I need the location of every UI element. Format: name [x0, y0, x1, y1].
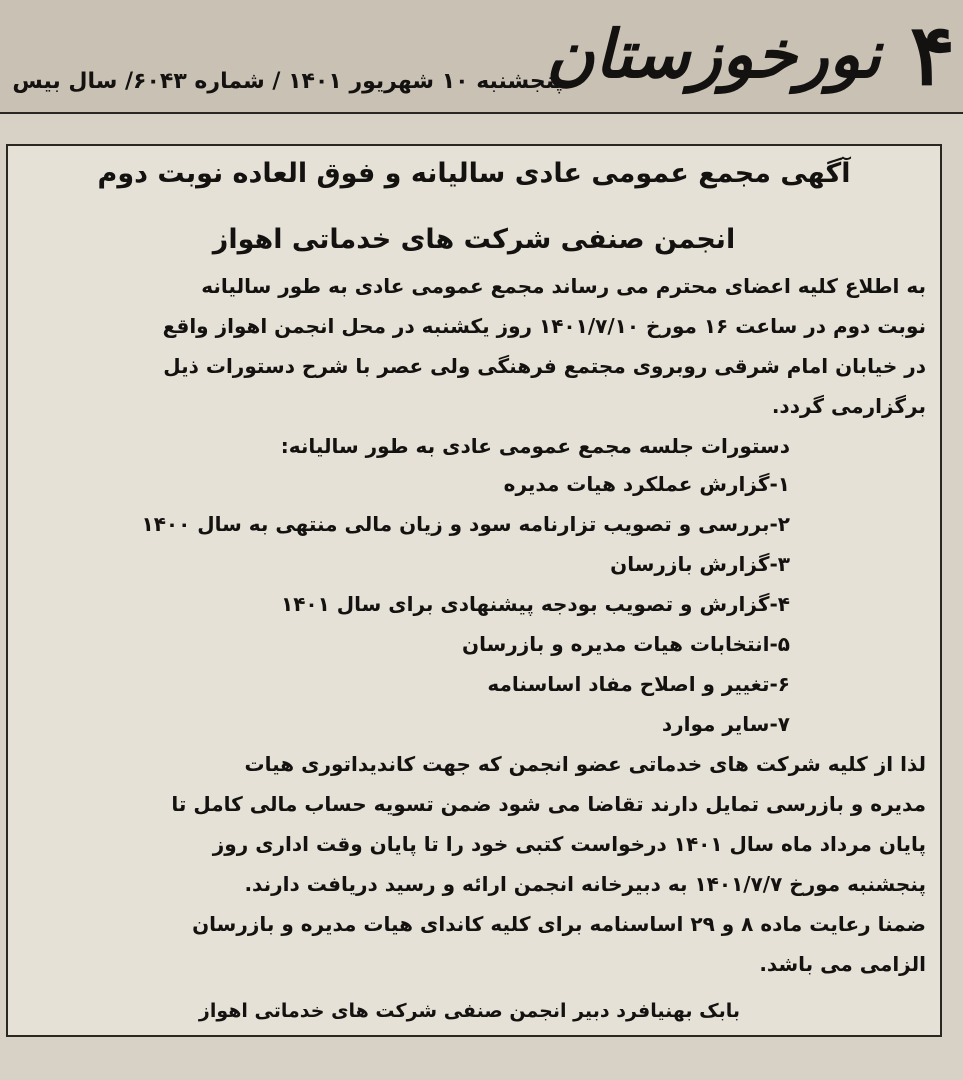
- agenda-item: ۷-سایر موارد: [661, 712, 790, 736]
- page-number: ۴: [909, 5, 955, 104]
- newspaper-masthead: [0, 0, 963, 114]
- signature-line: بابک بهنیافرد دبیر انجمن صنفی شرکت های خدماتی اهواز: [198, 1000, 740, 1022]
- closing-line: مدیره و بازرسی تمایل دارند تقاضا می شود ضمن تسویه حساب مالی کامل تا: [171, 792, 926, 816]
- newspaper-logo: نورخوزستان: [546, 15, 881, 93]
- agenda-item: ۲-بررسی و تصویب تزارنامه سود و زیان مالی منتهی به سال ۱۴۰۰: [141, 512, 790, 536]
- closing-line: ضمنا رعایت ماده ۸ و ۲۹ اساسنامه برای کلیه کاندای هیات مدیره و بازرسان: [192, 912, 926, 936]
- notice-title: آگهی مجمع عمومی عادی سالیانه و فوق العاده نوبت دوم: [97, 158, 851, 189]
- intro-line: به اطلاع کلیه اعضای محترم می رساند مجمع عمومی عادی به طور سالیانه: [201, 274, 926, 298]
- closing-line: پایان مرداد ماه سال ۱۴۰۱ درخواست کتبی خود را تا پایان وقت اداری روز: [212, 832, 926, 856]
- agenda-item: ۴-گزارش و تصویب بودجه پیشنهادی برای سال ۱۴۰۱: [280, 592, 790, 616]
- intro-line: برگزارمی گردد.: [771, 394, 926, 418]
- issue-info: پنجشنبه ۱۰ شهریور ۱۴۰۱ / شماره ۶۰۴۳/ سال بیس: [12, 69, 563, 94]
- notice-box: [6, 144, 942, 1037]
- agenda-item: ۵-انتخابات هیات مدیره و بازرسان: [462, 632, 790, 656]
- agenda-heading: دستورات جلسه مجمع عمومی عادی به طور سالیانه:: [280, 434, 790, 458]
- agenda-item: ۶-تغییر و اصلاح مفاد اساسنامه: [487, 672, 790, 696]
- intro-line: در خیابان امام شرقی روبروی مجتمع فرهنگی ولی عصر با شرح دستورات ذیل: [163, 354, 926, 378]
- closing-line: پنجشنبه مورخ ۱۴۰۱/۷/۷ به دبیرخانه انجمن ارائه و رسید دریافت دارند.: [244, 872, 926, 896]
- agenda-item: ۳-گزارش بازرسان: [610, 552, 790, 576]
- intro-line: نوبت دوم در ساعت ۱۶ مورخ ۱۴۰۱/۷/۱۰ روز یکشنبه در محل انجمن اهواز واقع: [162, 314, 926, 338]
- notice-subtitle: انجمن صنفی شرکت های خدماتی اهواز: [212, 224, 736, 255]
- closing-line: لذا از کلیه شرکت های خدماتی عضو انجمن که جهت کاندیداتوری هیات: [244, 752, 926, 776]
- closing-line: الزامی می باشد.: [759, 952, 926, 976]
- agenda-item: ۱-گزارش عملکرد هیات مدیره: [503, 472, 790, 496]
